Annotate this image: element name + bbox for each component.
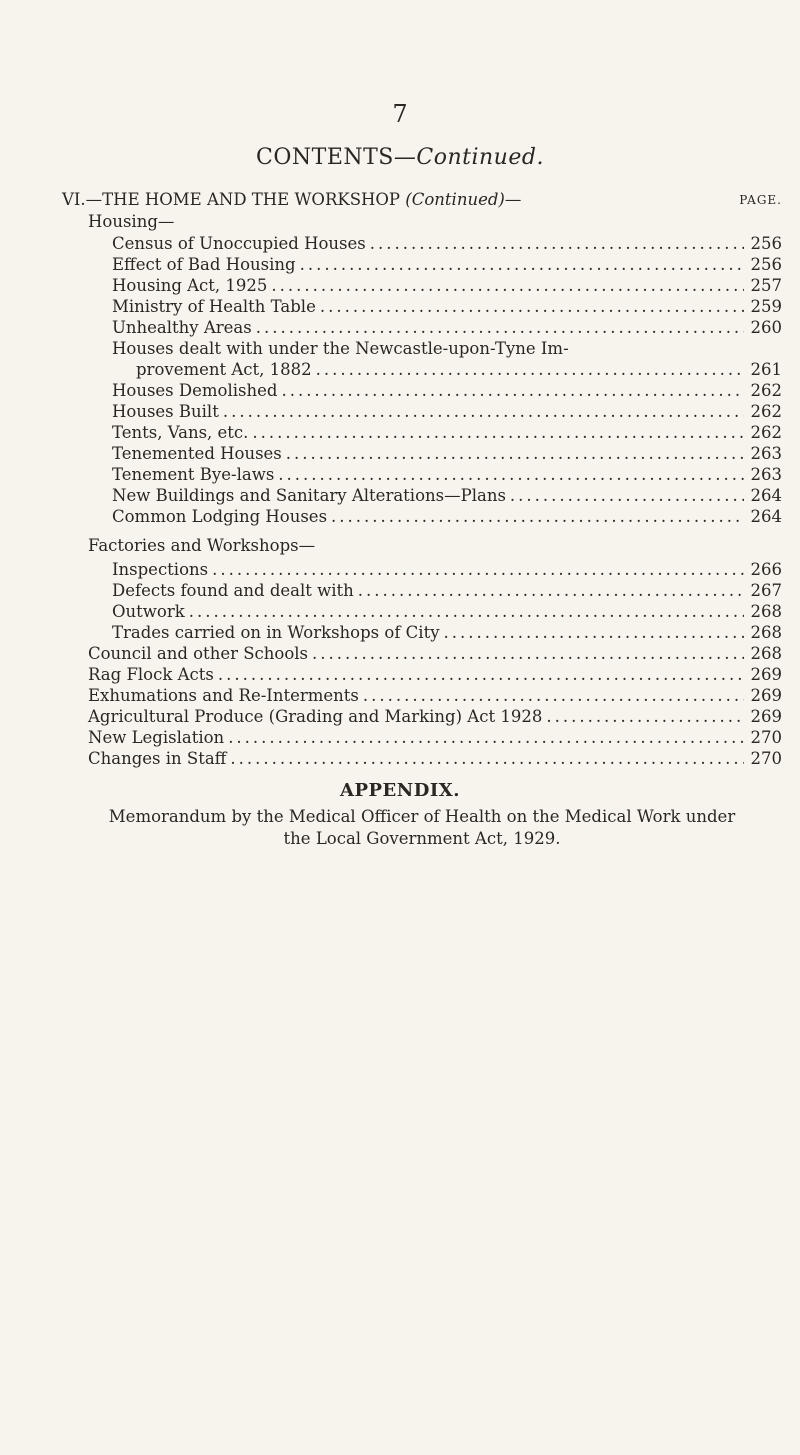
page-column-label: PAGE. xyxy=(739,193,782,207)
toc-entry-page: 269 xyxy=(750,665,782,684)
leader-dots xyxy=(316,360,744,379)
toc-entry-label: Agricultural Produce (Grading and Marking) Act 1928 xyxy=(88,707,543,726)
toc-entry-page: 263 xyxy=(750,465,782,484)
appendix-memo-line1: Memorandum by the Medical Officer of Health on the Medical Work under xyxy=(108,807,736,826)
toc-entry[interactable] xyxy=(112,602,782,622)
toc-entry[interactable] xyxy=(88,749,782,769)
toc-entry[interactable] xyxy=(112,402,782,422)
appendix-title: APPENDIX. xyxy=(340,780,460,801)
toc-entry-page: 270 xyxy=(750,749,782,768)
toc-entry-label: Unhealthy Areas xyxy=(112,318,252,337)
toc-entry-page: 267 xyxy=(750,581,782,600)
toc-entry-label: Outwork xyxy=(112,602,185,621)
section-header xyxy=(62,190,782,209)
leader-dots xyxy=(320,297,744,316)
toc-entry[interactable] xyxy=(112,444,782,464)
appendix-memo xyxy=(62,806,782,850)
toc-entry-page: 269 xyxy=(750,686,782,705)
toc-entry-page: 259 xyxy=(750,297,782,316)
leader-dots xyxy=(286,444,744,463)
section-title-suffix: (Continued) xyxy=(405,190,505,209)
toc-entry-label: provement Act, 1882 xyxy=(136,360,312,379)
toc-entry[interactable] xyxy=(112,465,782,485)
toc-entry-wrap-line: Houses dealt with under the Newcastle-upon-Tyne Im- xyxy=(112,339,569,358)
toc-entry-label: Tenemented Houses xyxy=(112,444,282,463)
toc-entry-label: Census of Unoccupied Houses xyxy=(112,234,366,253)
leader-dots xyxy=(189,602,744,621)
toc-entry-page: 262 xyxy=(750,381,782,400)
leader-dots xyxy=(300,255,744,274)
toc-entry-page: 261 xyxy=(750,360,782,379)
toc-entry[interactable] xyxy=(112,581,782,601)
contents-heading-main: CONTENTS xyxy=(256,145,394,170)
toc-entry-label: Defects found and dealt with xyxy=(112,581,354,600)
toc-entry[interactable] xyxy=(112,560,782,580)
appendix-memo-line2: the Local Government Act, 1929. xyxy=(283,829,561,848)
toc-entry-page: 257 xyxy=(750,276,782,295)
toc-entry-page: 262 xyxy=(750,423,782,442)
leader-dots xyxy=(252,423,744,442)
toc-entry[interactable] xyxy=(112,486,782,506)
toc-entry-page: 269 xyxy=(750,707,782,726)
toc-entry-label: Changes in Staff xyxy=(88,749,227,768)
contents-heading-suffix: —Continued. xyxy=(393,145,544,170)
leader-dots xyxy=(546,707,744,726)
leader-dots xyxy=(370,234,744,253)
toc-entry[interactable] xyxy=(88,707,782,727)
toc-entry-label: New Legislation xyxy=(88,728,225,747)
leader-dots xyxy=(358,581,744,600)
toc-entry-page: 270 xyxy=(750,728,782,747)
toc-entry-label: Ministry of Health Table xyxy=(112,297,316,316)
leader-dots xyxy=(281,381,744,400)
leader-dots xyxy=(510,486,744,505)
toc-entry[interactable] xyxy=(88,644,782,664)
toc-entry[interactable] xyxy=(88,665,782,685)
toc-entry[interactable] xyxy=(112,234,782,254)
toc-entry-label: Common Lodging Houses xyxy=(112,507,328,526)
toc-entry-page: 256 xyxy=(750,234,782,253)
toc-entry-page: 266 xyxy=(750,560,782,579)
section-title xyxy=(62,190,521,209)
toc-entry-label: Trades carried on in Workshops of City xyxy=(112,623,440,642)
contents-heading xyxy=(0,145,800,170)
toc-entry-label: Tents, Vans, etc. xyxy=(112,423,249,442)
leader-dots xyxy=(223,402,744,421)
toc-entry-page: 262 xyxy=(750,402,782,421)
toc-entry[interactable] xyxy=(112,318,782,338)
toc-entry[interactable] xyxy=(88,686,782,706)
leader-dots xyxy=(312,644,744,663)
toc-entry-label: New Buildings and Sanitary Alterations—Plans xyxy=(112,486,506,505)
toc-entry-label: Houses Built xyxy=(112,402,219,421)
toc-entry[interactable] xyxy=(88,728,782,748)
toc-entry[interactable] xyxy=(112,297,782,317)
toc-entry-label: Tenement Bye-laws xyxy=(112,465,275,484)
leader-dots xyxy=(218,665,744,684)
toc-entry[interactable] xyxy=(112,276,782,296)
toc-entry[interactable] xyxy=(112,623,782,643)
toc-entry-page: 268 xyxy=(750,602,782,621)
toc-entry[interactable] xyxy=(112,255,782,275)
toc-entry-page: 260 xyxy=(750,318,782,337)
toc-entry[interactable] xyxy=(136,360,782,380)
toc-entry-page: 264 xyxy=(750,507,782,526)
leader-dots xyxy=(212,560,744,579)
page-number: 7 xyxy=(392,100,408,128)
toc-entry[interactable] xyxy=(112,423,782,443)
section-title-text: VI.—THE HOME AND THE WORKSHOP xyxy=(62,190,401,209)
toc-entry[interactable] xyxy=(112,507,782,527)
toc-entry-label: Council and other Schools xyxy=(88,644,308,663)
housing-heading: Housing— xyxy=(88,212,175,231)
toc-entry[interactable] xyxy=(112,381,782,401)
leader-dots xyxy=(363,686,744,705)
toc-entry-label: Exhumations and Re-Interments xyxy=(88,686,359,705)
toc-entry-page: 268 xyxy=(750,644,782,663)
leader-dots xyxy=(444,623,744,642)
toc-entry-label: Inspections xyxy=(112,560,209,579)
leader-dots xyxy=(256,318,744,337)
leader-dots xyxy=(278,465,744,484)
leader-dots xyxy=(228,728,744,747)
toc-entry-page: 264 xyxy=(750,486,782,505)
toc-entry-label: Houses Demolished xyxy=(112,381,278,400)
toc-entry-label: Housing Act, 1925 xyxy=(112,276,268,295)
toc-entry-page: 268 xyxy=(750,623,782,642)
leader-dots xyxy=(331,507,744,526)
toc-entry-page: 263 xyxy=(750,444,782,463)
toc-entry-label: Rag Flock Acts xyxy=(88,665,214,684)
leader-dots xyxy=(271,276,744,295)
toc-entry-page: 256 xyxy=(750,255,782,274)
leader-dots xyxy=(230,749,744,768)
factories-heading: Factories and Workshops— xyxy=(88,536,316,555)
section-title-dash: — xyxy=(504,190,522,209)
toc-entry-label: Effect of Bad Housing xyxy=(112,255,296,274)
